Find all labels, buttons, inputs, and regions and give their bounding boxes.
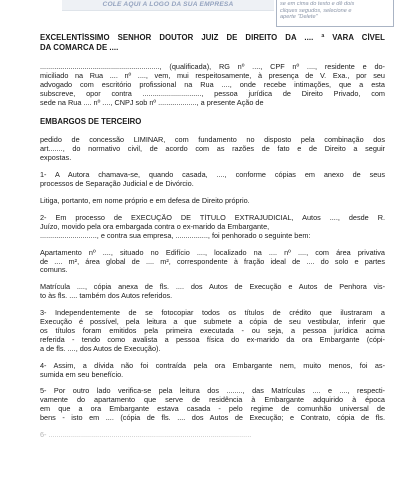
paragraph-2 — [40, 214, 385, 241]
text-line: bens - isto em .... (cópia de fls. .... dos Autos de Execução; e Contrato, cópia de fls. — [40, 414, 385, 423]
hint-line: se em cima do texto e dê dois — [280, 1, 355, 7]
instruction-hint-box — [276, 0, 394, 27]
text-line: Juízo, movido pela ora embargada contra o ex-marido da Embargante, — [40, 222, 270, 231]
text-line: 3- Independentemente de se fotocopiar todos os títulos de crédito que ilustraram a — [40, 309, 385, 318]
text-line: 4- Assim, a dívida não foi contraída pela ora Embargante nem, muito menos, foi as- — [40, 361, 385, 370]
document-body — [40, 33, 385, 440]
document-header — [0, 0, 400, 22]
apartment-paragraph — [40, 249, 385, 276]
text-line: pedido de concessão LIMINAR, com fundamento no disposto pela combinação dos — [40, 136, 385, 145]
matricula-paragraph — [40, 283, 385, 301]
text-line: os títulos foram emitidos pela primeira executada - ou seja, a pessoa jurídica acima — [40, 326, 385, 335]
action-heading: EMBARGOS DE TERCEIRO — [40, 117, 142, 126]
text-line: em que a ora Embargante estava casada - pelo regime de comunhão universal de — [40, 405, 385, 414]
text-line: art......., do normativo civil, de acordo com as razões de fato e de Direito a seguir — [40, 145, 385, 154]
title-line: EXCELENTÍSSIMO SENHOR DOUTOR JUIZ DE DIREITO DA .... ª VARA CÍVEL — [40, 33, 385, 42]
text-line: 1- A Autora chamava-se, quando casada, ...., conforme cópias em anexo de seus — [40, 171, 385, 180]
text-line: sede na Rua .... nº ...., CNPJ sob nº ..................., a presente Ação de — [40, 98, 264, 107]
paragraph-4 — [40, 362, 385, 380]
text-line: miciliado na Rua .... nº ...., vem, mui respeitosamente, à presença de V. Exa., por seu — [40, 71, 385, 80]
logo-placeholder[interactable]: COLE AQUI A LOGO DA SUA EMPRESA — [62, 0, 274, 11]
text-line: Apartamento nº ...., situado no Edifício ...., localizado na .... nº ...., com área privativa — [40, 248, 385, 257]
text-line: sumida em seu benefício. — [40, 370, 124, 379]
text-line: advogado com escritório profissional na Rua ...., onde recebe intimações, que a esta — [40, 80, 385, 89]
litiga-paragraph: Litiga, portanto, em nome próprio e em defesa de Direito próprio. — [40, 196, 250, 205]
hint-line: aperte "Delete" — [280, 14, 318, 20]
text-line: comuns. — [40, 266, 68, 275]
text-line: to às fls. .... também dos Autos referidos. — [40, 292, 173, 301]
document-title — [40, 33, 385, 53]
request-paragraph — [40, 136, 385, 163]
text-line: Execução é possível, pela leitura a que submete a cópia de seu vestibular, inferir que — [40, 318, 385, 327]
text-line: subscreve, opor contra ............................., pessoa jurídica de Direito Privado, com — [40, 89, 385, 98]
text-line: referida - tendo como avalista a pessoa física do ex-marido da ora Embargante (cópi- — [40, 335, 385, 344]
truncated-line: 6- .................................................................................................... — [40, 431, 252, 440]
text-line: de .... m², área global de .... m², correspondente à fração ideal de .... do solo e partes — [40, 257, 385, 266]
text-line: a de fls. ...., dos Autos de Execução). — [40, 344, 161, 353]
paragraph-3 — [40, 309, 385, 354]
text-line: Matrícula ...., cópia anexa de fls. .... dos Autos de Execução e Autos de Penhora vis- — [40, 283, 385, 292]
intro-paragraph — [40, 63, 385, 108]
text-line: ............................, e contra sua empresa, ................, foi penhorado o seguinte bem: — [40, 231, 311, 240]
text-line: 2- Em processo de EXECUÇÃO DE TÍTULO EXTRAJUDICIAL, Autos ...., desde R. — [40, 213, 385, 222]
paragraph-1 — [40, 171, 385, 189]
text-line: vamente do apartamento que serve de residência à Embargante adquirido à época — [40, 396, 385, 405]
text-line: expostas. — [40, 154, 72, 163]
text-line: processos de Separação Judicial e de Divórcio. — [40, 180, 194, 189]
title-line: DA COMARCA DE .... — [40, 43, 119, 52]
hint-line: cliques segudos, selecione e — [280, 7, 352, 14]
paragraph-5 — [40, 387, 385, 423]
text-line: 5- Por outro lado verifica-se pela leitura dos ........, das Matrículas .... e ...., respecti- — [40, 387, 385, 396]
text-line: ..........................................................., (qualificada), RG nº ...., CPF nº ...., residente e do- — [40, 63, 385, 71]
